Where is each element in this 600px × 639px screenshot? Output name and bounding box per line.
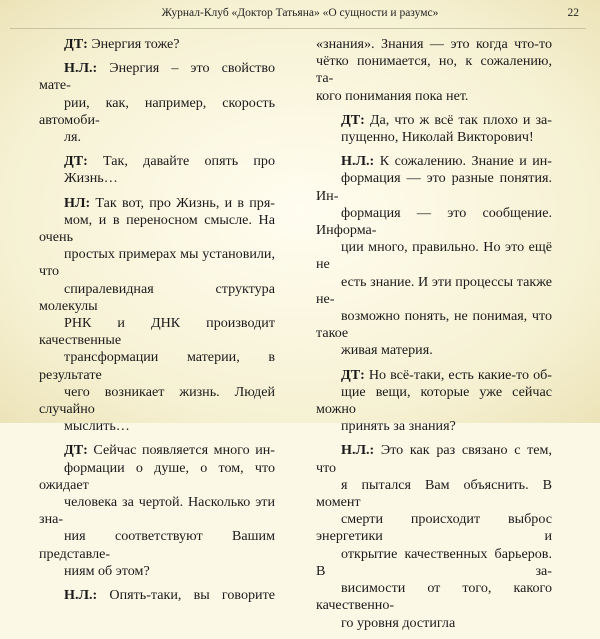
text-line: ния соответствуют Вашим представле-	[39, 528, 275, 562]
text-line: Жизнь…	[64, 170, 118, 187]
text-fragment: Энергия тоже?	[91, 36, 180, 52]
text-line: трансформации материи, в результате	[39, 349, 275, 383]
text-line: я пытался Вам объяснить. В момент	[316, 476, 552, 511]
paragraph	[39, 36, 275, 53]
paragraph	[39, 442, 275, 580]
text-line: спиралевидная структура молекулы	[39, 280, 275, 314]
text-fragment: Энергия – это свойство мате-	[39, 60, 275, 94]
paragraph	[316, 153, 552, 359]
text-fragment: Так, давайте опять про	[103, 153, 275, 170]
speaker-label: ДТ:	[341, 111, 365, 128]
text-line: мом, и в переносном смысле. На очень	[39, 211, 275, 246]
speaker-label: НЛ:	[64, 194, 91, 211]
text-fragment: Это как раз связано с тем, что	[316, 442, 552, 476]
text-line	[39, 442, 275, 459]
text-fragment: Да, что ж всё так плохо и за-	[369, 111, 552, 128]
text-line: чётко понимается, но, к сожалению, та-	[316, 53, 552, 87]
speaker-label: Н.Л.:	[64, 60, 98, 77]
text-line: есть знание. И эти процессы также не-	[316, 273, 552, 307]
text-line: человека за чертой. Насколько эти зна-	[39, 494, 275, 528]
text-line: формация — это сообщение. Информа-	[316, 204, 552, 239]
paragraph	[39, 153, 275, 187]
text-line: формация — это разные понятия. Ин-	[316, 170, 552, 204]
text-line	[39, 36, 275, 53]
text-line: смерти происходит выброс энергетики и	[316, 511, 552, 545]
text-line	[316, 367, 552, 384]
text-line: формации о душе, о том, что ожидает	[39, 459, 275, 493]
text-line: возможно понять, не понимая, что такое	[316, 308, 552, 342]
journal-title: Журнал-Клуб «Доктор Татьяна» «О сущности и разумс»	[161, 7, 439, 19]
text-line	[39, 153, 275, 170]
text-line: ции много, правильно. Но это ещё не	[316, 239, 552, 273]
text-line	[39, 587, 275, 604]
text-line: щие вещи, которые уже сейчас можно	[316, 383, 552, 418]
text-line: ниям об этом?	[64, 562, 150, 579]
left-column	[39, 36, 275, 611]
text-line: открытие качественных барьеров. В за-	[316, 545, 552, 579]
text-line	[316, 442, 552, 476]
text-line: ля.	[64, 129, 82, 146]
paragraph	[316, 36, 552, 105]
text-line	[316, 112, 552, 129]
speaker-label: Н.Л.:	[341, 442, 375, 459]
paragraph	[39, 195, 275, 436]
text-line: живая материя.	[341, 342, 433, 359]
speaker-label: ДТ:	[64, 153, 88, 170]
text-line: мыслить…	[64, 418, 130, 435]
speaker-label: Н.Л.:	[341, 153, 375, 170]
page-header	[0, 7, 600, 23]
text-line	[316, 153, 552, 170]
text-line: висимости от того, какого качественно-	[316, 580, 552, 614]
paragraph	[39, 60, 275, 146]
page-number: 22	[567, 7, 579, 19]
text-line: кого понимания пока нет.	[316, 87, 469, 104]
text-line: принять за знания?	[341, 418, 456, 435]
speaker-label: ДТ:	[64, 442, 88, 459]
text-line	[39, 195, 275, 212]
speaker-label: Н.Л.:	[64, 587, 98, 604]
text-fragment: Но всё-таки, есть какие-то об-	[368, 366, 553, 383]
text-line: пущенно, Николай Викторович!	[341, 129, 534, 146]
paragraph	[316, 112, 552, 146]
text-line: рии, как, например, скорость автомоби-	[39, 94, 275, 128]
text-fragment: Опять-таки, вы говорите	[109, 587, 275, 604]
speaker-label: ДТ:	[64, 36, 88, 52]
text-line: РНК и ДНК производит качественные	[39, 315, 275, 349]
text-line: го уровня достигла	[341, 614, 456, 631]
paragraph	[39, 587, 275, 604]
header-divider	[10, 28, 586, 29]
speaker-label: ДТ:	[341, 366, 365, 383]
text-line: чего возникает жизнь. Людей случайно	[39, 383, 275, 418]
text-line: «знания». Знания — это когда что-то	[316, 36, 552, 52]
text-fragment: Так вот, про Жизнь, и в пря-	[95, 194, 275, 211]
paragraph	[316, 442, 552, 631]
paragraph	[316, 367, 552, 436]
text-line	[39, 60, 275, 94]
text-line: простых примерах мы установили, что	[39, 246, 275, 280]
right-column	[316, 36, 552, 639]
text-fragment: К сожалению. Знание и ин-	[379, 153, 552, 170]
text-fragment: Сейчас появляется много ин-	[93, 442, 275, 459]
